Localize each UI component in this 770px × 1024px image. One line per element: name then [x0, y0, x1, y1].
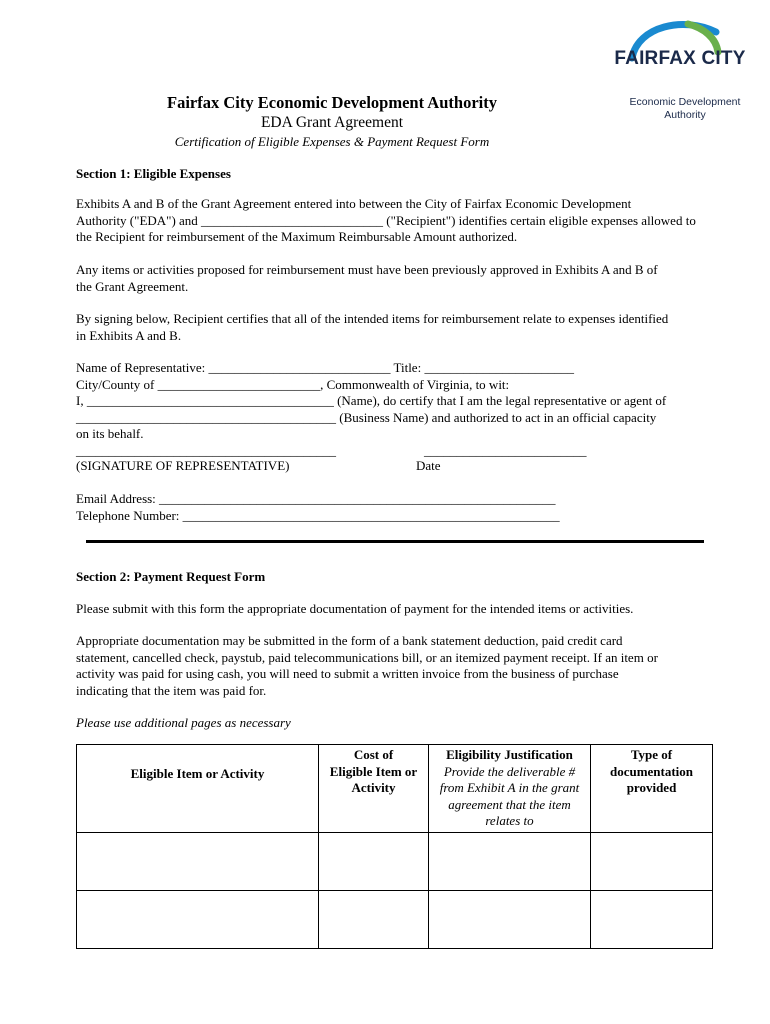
table-cell[interactable] — [429, 890, 591, 948]
table-cell[interactable] — [77, 832, 319, 890]
header-line: provided — [626, 780, 677, 795]
date-field[interactable]: _________________________ — [424, 443, 587, 458]
logo-subtitle-line-2: Authority — [664, 109, 706, 121]
header-subline: agreement that the item — [448, 796, 571, 812]
header-subline: from Exhibit A in the grant — [439, 780, 580, 795]
header-line: Type of — [630, 747, 673, 762]
document-title: Fairfax City Economic Development Authority — [167, 93, 497, 112]
text-line: in Exhibits A and B. — [76, 327, 182, 343]
header-line: Cost of — [353, 747, 394, 762]
logo-city-name: FAIRFAX CITY — [614, 48, 746, 69]
table-cell[interactable] — [77, 890, 319, 948]
text-line: the Recipient for reimbursement of the Maximum Reimbursable Amount authorized. — [76, 229, 518, 244]
section1-paragraph-1 — [76, 196, 716, 246]
text-line: Any items or activities proposed for reimbursement must have been previously approved in Exhibits A and B of — [76, 262, 658, 277]
city-county-field[interactable]: City/County of _________________________, Commonwealth of Virginia, to wit: — [76, 376, 510, 392]
document-subtitle: EDA Grant Agreement — [260, 114, 404, 131]
section-divider — [86, 540, 704, 543]
table-cell[interactable] — [319, 832, 429, 890]
certify-name-field[interactable]: I, ______________________________________ (Name), do certify that I am the legal representative or agent of — [76, 393, 667, 408]
table-header-row — [77, 745, 713, 833]
representative-form — [76, 360, 716, 443]
text-line: indicating that the item was paid for. — [76, 682, 267, 698]
text-line: the Grant Agreement. — [76, 278, 189, 294]
signature-label: (SIGNATURE OF REPRESENTATIVE) — [76, 458, 290, 473]
table-cell[interactable] — [429, 832, 591, 890]
col-eligibility-justification — [429, 745, 591, 833]
table-cell[interactable] — [591, 832, 713, 890]
logo-subtitle-line-1: Economic Development — [629, 96, 741, 108]
header-subline: relates to — [485, 813, 534, 828]
text-line: on its behalf. — [76, 426, 144, 441]
section2-heading: Section 2: Payment Request Form — [76, 569, 266, 584]
section2-paragraph-1 — [76, 601, 716, 618]
text-line: Authority ("EDA") and ____________________________ ("Recipient") identifies certain eligible expenses allowed to — [76, 212, 696, 228]
col-cost — [319, 745, 429, 833]
text-line: Please submit with this form the appropriate documentation of payment for the intended items or activities. — [76, 601, 634, 616]
header-line: Activity — [351, 780, 396, 795]
date-label: Date — [416, 458, 441, 473]
section2-paragraph-2 — [76, 633, 716, 699]
section1-paragraph-2 — [76, 262, 716, 295]
email-field[interactable]: Email Address: _____________________________________________________________ — [76, 491, 556, 506]
section1-heading: Section 1: Eligible Expenses — [76, 166, 231, 181]
signature-field[interactable]: ________________________________________ — [76, 443, 336, 458]
col-documentation-type — [591, 745, 713, 833]
text-line: Exhibits A and B of the Grant Agreement entered into between the City of Fairfax Economic Development — [76, 196, 632, 211]
certification-title: Certification of Eligible Expenses & Payment Request Form — [174, 134, 490, 149]
section1-paragraph-3 — [76, 311, 716, 344]
col-eligible-item: Eligible Item or Activity — [77, 745, 319, 833]
contact-fields — [76, 491, 716, 524]
table-cell[interactable] — [591, 890, 713, 948]
table-cell[interactable] — [319, 890, 429, 948]
payment-request-table — [76, 744, 713, 949]
text-line: statement, cancelled check, paystub, paid telecommunications bill, or an itemized payment receipt. If an item or — [76, 649, 658, 665]
table-row — [77, 832, 713, 890]
business-name-field[interactable]: ________________________________________ (Business Name) and authorized to act in an official capacity — [76, 409, 657, 425]
header-line: Eligibility Justification — [446, 747, 573, 762]
header-subline: Provide the deliverable # — [443, 763, 576, 779]
text-line: Appropriate documentation may be submitted in the form of a bank statement deduction, paid credit card — [76, 633, 623, 648]
text-line: By signing below, Recipient certifies that all of the intended items for reimbursement relate to expenses identified — [76, 311, 669, 326]
phone-field[interactable]: Telephone Number: __________________________________________________________ — [76, 507, 560, 523]
header-line: Eligible Item or — [329, 763, 418, 779]
text-line: activity was paid for using cash, you will need to submit a written invoice from the business of purchase — [76, 666, 619, 681]
additional-pages-note: Please use additional pages as necessary — [76, 715, 291, 730]
header-line: documentation — [609, 763, 694, 779]
table-row — [77, 890, 713, 948]
representative-name-title-field[interactable]: Name of Representative: ____________________________ Title: _______________________ — [76, 360, 574, 375]
